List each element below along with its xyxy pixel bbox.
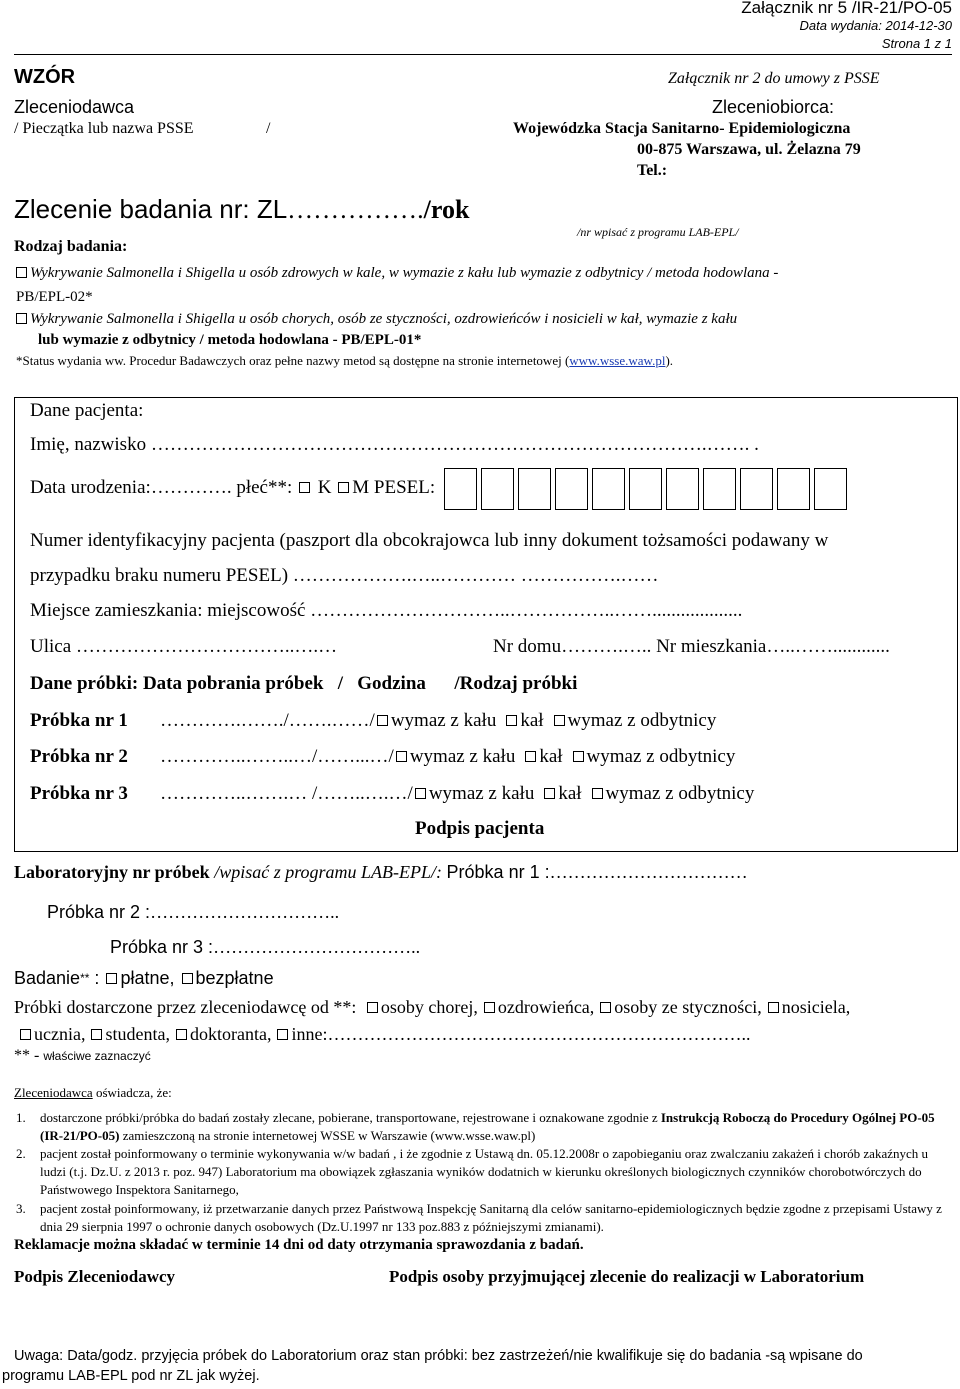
dob-field[interactable]: …………. — [150, 477, 232, 498]
lab-sample-3-field[interactable]: …………………………….. — [213, 937, 421, 957]
samples-heading: Dane próbki: Data pobrania próbek / Godzina /Rodzaj próbki — [30, 673, 578, 694]
item-number: 2. — [16, 1146, 26, 1161]
dob-label: Data urodzenia: — [30, 477, 151, 498]
id-line-2 — [30, 565, 659, 587]
client-stamp-slash: / — [266, 120, 271, 137]
status-note — [16, 353, 673, 369]
sample-label: Próbka nr 2 — [30, 746, 128, 767]
sample-row — [30, 783, 762, 805]
delivered-option-label: studenta, — [105, 1024, 170, 1044]
lab-row-3 — [110, 937, 420, 958]
delivered-checkbox-icon[interactable] — [484, 1002, 495, 1013]
pesel-digit-box[interactable] — [814, 468, 847, 510]
lab-sample-2-field[interactable]: ………………………….. — [150, 902, 340, 922]
client-signature: Podpis Zleceniodawcy — [14, 1267, 176, 1286]
sample-type-label: wymaz z kału — [409, 746, 516, 767]
pesel-digit-box[interactable] — [703, 468, 736, 510]
pesel-digit-box[interactable] — [481, 468, 514, 510]
delivered-checkbox-icon[interactable] — [91, 1029, 102, 1040]
contractor-tel: Tel.: — [637, 162, 668, 179]
sex-k-checkbox-icon[interactable] — [299, 482, 310, 493]
sample-label: Próbka nr 1 — [30, 710, 128, 731]
pesel-digit-box[interactable] — [666, 468, 699, 510]
house-label: Nr domu — [493, 636, 562, 657]
sample-type-label: kał — [558, 783, 582, 804]
id-line-1: Numer identyfikacyjny pacjenta (paszport dla obcokrajowca lub inny dokument tożsamości podawany w — [30, 530, 829, 551]
sample-type-checkbox-icon[interactable] — [592, 788, 603, 799]
test-option-2-text: Wykrywanie Salmonella i Shigella u osób chorych, osób ze styczności, ozdrowieńców i nosicieli w kał, wymazie z kału — [30, 311, 738, 327]
declaration-rest: oświadcza, że: — [92, 1085, 172, 1100]
sample-type-checkbox-icon[interactable] — [525, 751, 536, 762]
sample-type-checkbox-icon[interactable] — [573, 751, 584, 762]
order-year: /rok — [423, 195, 470, 224]
delivered-option-label: ucznia, — [34, 1024, 86, 1044]
delivered-checkbox-icon[interactable] — [367, 1002, 378, 1013]
sample-type-label: wymaz z kału — [428, 783, 535, 804]
delivered-option-label: ozdrowieńca, — [497, 997, 595, 1017]
street-row — [30, 636, 337, 658]
payment-stars: ** — [80, 971, 90, 985]
pesel-digit-box[interactable] — [518, 468, 551, 510]
patient-name-row — [30, 434, 759, 456]
delivered-option-label: osoby chorej, — [380, 997, 478, 1017]
sex-k-label: K — [317, 477, 332, 498]
delivered-option-label: nosiciela, — [781, 997, 851, 1017]
wzor-label: WZÓR — [14, 66, 76, 88]
patient-dob-row — [30, 466, 851, 510]
contractor-address: 00-875 Warszawa, ul. Żelazna 79 — [637, 141, 861, 158]
contract-attachment: Załącznik nr 2 do umowy z PSSE — [668, 70, 880, 87]
delivered-checkbox-icon[interactable] — [176, 1029, 187, 1040]
checkbox-icon[interactable] — [16, 267, 27, 278]
sample-type-label: wymaz z odbytnicy — [567, 710, 717, 731]
sample-date-time-field[interactable]: ………….……./…….……/ — [160, 710, 375, 731]
sample-date-time-field[interactable]: …………..……..…/……...…/ — [160, 746, 394, 767]
delivered-option-label: osoby ze styczności, — [614, 997, 762, 1017]
item-1-text-b: Instrukcją Roboczą do Procedury Ogólnej PO-05 (IR-21/PO-05) — [40, 1110, 935, 1143]
flat-label: Nr mieszkania — [656, 636, 767, 657]
lab-label-note: /wpisać z programu LAB-EPL/: — [214, 862, 443, 882]
other-label: inne: — [291, 1024, 328, 1044]
patient-name-field[interactable]: …………………………………………………………………………….……. . — [150, 434, 759, 455]
note-mark — [14, 1047, 151, 1065]
residence-field[interactable]: …………………………..……………..……................... — [310, 600, 743, 621]
house-row — [493, 636, 890, 658]
id-field[interactable]: ……………….…..………… …………….…… — [292, 565, 659, 586]
free-label: bezpłatne — [195, 968, 274, 988]
lab-row-2 — [47, 902, 339, 923]
id-label: przypadku braku numeru PESEL) — [30, 565, 289, 586]
lab-sample-1-field[interactable]: …………………………… — [549, 862, 748, 882]
test-option-1-method: PB/EPL-02* — [16, 289, 93, 305]
contractor-name: Wojewódzka Stacja Sanitarno- Epidemiologiczna — [513, 120, 851, 137]
street-field[interactable]: ……………………………..….… — [75, 636, 338, 657]
payment-row — [14, 968, 274, 989]
sample-type-label: wymaz z kału — [390, 710, 497, 731]
sample-date-time-field[interactable]: …………..…….… /……..….…/ — [160, 783, 413, 804]
sample-type-label: wymaz z odbytnicy — [605, 783, 755, 804]
sample-type-checkbox-icon[interactable] — [415, 788, 426, 799]
test-option-2-method: lub wymazie z odbytnicy / metoda hodowlana - PB/EPL-01* — [38, 332, 422, 348]
declaration-who: Zleceniodawca — [14, 1085, 93, 1100]
item-1-text-a: dostarczone próbki/próbka do badań zostały zlecane, pobierane, transportowane, rejestrowane i oznakowane zgodnie z — [40, 1110, 661, 1125]
item-number: 1. — [16, 1110, 26, 1125]
free-checkbox-icon[interactable] — [182, 973, 193, 984]
lab-label: Laboratoryjny nr próbek — [14, 862, 210, 882]
pesel-digit-box[interactable] — [629, 468, 662, 510]
sample-type-checkbox-icon[interactable] — [544, 788, 555, 799]
pesel-boxes[interactable] — [444, 477, 851, 498]
page-number: Strona 1 z 1 — [881, 36, 952, 51]
order-number-field[interactable]: ……………. — [287, 195, 424, 224]
test-option-1[interactable] — [14, 265, 778, 282]
pesel-digit-box[interactable] — [740, 468, 773, 510]
lab-sample-1-label: Próbka nr 1 : — [446, 862, 550, 882]
item-number: 3. — [16, 1201, 26, 1216]
house-field[interactable]: ……….….. — [561, 636, 652, 657]
declaration-item-3 — [16, 1200, 952, 1236]
delivered-checkbox-icon[interactable] — [768, 1002, 779, 1013]
sample-type-checkbox-icon[interactable] — [506, 715, 517, 726]
pesel-digit-box[interactable] — [444, 468, 477, 510]
test-option-2[interactable] — [14, 311, 737, 328]
note-mark-stars: ** - — [14, 1047, 44, 1064]
client-stamp: / Pieczątka lub nazwa PSSE — [14, 120, 194, 137]
header-rule — [14, 54, 952, 55]
residence-label: Miejsce zamieszkania: miejscowość — [30, 600, 306, 621]
order-title-text: Zlecenie badania nr: ZL — [14, 194, 288, 224]
contractor-heading: Zleceniobiorca: — [712, 97, 835, 117]
pesel-digit-box[interactable] — [555, 468, 588, 510]
payment-colon: : — [94, 968, 100, 988]
lab-row-1 — [14, 862, 748, 883]
delivered-option-label: doktoranta, — [189, 1024, 272, 1044]
client-heading: Zleceniodawca — [14, 97, 135, 117]
paid-checkbox-icon[interactable] — [106, 973, 117, 984]
patient-signature: Podpis pacjenta — [415, 818, 545, 839]
footer-line-2: programu LAB-EPL pod nr ZL jak wyżej. — [2, 1368, 260, 1384]
pesel-digit-box[interactable] — [777, 468, 810, 510]
lab-signature: Podpis osoby przyjmującej zlecenie do realizacji w Laboratorium — [389, 1267, 865, 1286]
status-note-text: *Status wydania ww. Procedur Badawczych oraz pełne nazwy metod są dostępne na stronie internetowej ( — [16, 353, 570, 368]
delivered-checkbox-icon[interactable] — [600, 1002, 611, 1013]
status-note-end: ). — [665, 353, 674, 368]
lab-sample-3-label: Próbka nr 3 : — [110, 937, 214, 957]
sample-type-label: kał — [539, 746, 563, 767]
test-option-1-text: Wykrywanie Salmonella i Shigella u osób zdrowych w kale, w wymazie z kału lub wymazie z odbytnicy / metoda hodowlana - — [30, 265, 779, 281]
sample-row — [30, 710, 724, 732]
paid-label: płatne, — [120, 968, 175, 988]
attachment-number: Załącznik nr 5 /IR-21/PO-05 — [741, 0, 952, 17]
test-type-label: Rodzaj badania: — [14, 238, 128, 255]
sample-type-checkbox-icon[interactable] — [377, 715, 388, 726]
complaint-note: Reklamacje można składać w terminie 14 dni od daty otrzymania sprawozdania z badań. — [14, 1237, 584, 1253]
issue-date: Data wydania: 2014-12-30 — [799, 18, 952, 33]
sample-type-label: wymaz z odbytnicy — [586, 746, 736, 767]
flat-field[interactable]: …..……............ — [766, 636, 890, 657]
sample-label: Próbka nr 3 — [30, 783, 128, 804]
patient-name-label: Imię, nazwisko — [30, 434, 147, 455]
residence-row — [30, 600, 742, 622]
order-title — [14, 194, 469, 225]
other-field[interactable]: …………………………………………………………….. — [327, 1024, 751, 1044]
item-2-text: pacjent został poinformowany o terminie wykonywania w/w badań , i że zgodnie z Ustawą dn. 05.12.2008r o zapobieganiu oraz zwalczaniu zakażeń i chorób zakaźnych u ludzi (t.j. Dz.U. z 2013 r. poz. 947) Laboratorium ma obowiązek zgłaszania wyników dodatnich w kierunku określonych biologicznych czynników chorobotwórczych do Państwowego Inspektora Sanitarnego, — [40, 1146, 929, 1197]
delivered-checkbox-icon[interactable] — [20, 1029, 31, 1040]
lab-sample-2-label: Próbka nr 2 : — [47, 902, 151, 922]
item-1-text-c: zamieszczoną na stronie internetowej WSSE w Warszawie (www.wsse.waw.pl) — [119, 1128, 536, 1143]
sample-type-checkbox-icon[interactable] — [554, 715, 565, 726]
declaration-heading — [14, 1085, 172, 1101]
sample-type-checkbox-icon[interactable] — [396, 751, 407, 762]
delivered-row-2 — [14, 1024, 750, 1045]
sample-type-label: kał — [520, 710, 544, 731]
declaration-item-2 — [16, 1145, 952, 1199]
sex-m-label: M — [352, 477, 370, 498]
note-mark-text: właściwe zaznaczyć — [43, 1049, 151, 1063]
declaration-item-1 — [16, 1109, 952, 1145]
footer-line-1: Uwaga: Data/godz. przyjęcia próbek do Laboratorium oraz stan próbki: bez zastrzeżeń/nie kwalifikuje się do badania -są wpisane do — [14, 1348, 863, 1364]
payment-label: Badanie — [14, 968, 81, 988]
checkbox-icon[interactable] — [16, 313, 27, 324]
sex-label: płeć**: — [236, 477, 293, 498]
delivered-label: Próbki dostarczone przez zleceniodawcę od **: — [14, 997, 357, 1017]
other-checkbox-icon[interactable] — [277, 1029, 288, 1040]
sex-m-checkbox-icon[interactable] — [338, 482, 349, 493]
pesel-label: PESEL: — [373, 477, 436, 498]
sample-row — [30, 746, 743, 768]
order-note: /nr wpisać z programu LAB-EPL/ — [577, 225, 739, 239]
delivered-row-1 — [14, 997, 850, 1018]
pesel-digit-box[interactable] — [592, 468, 625, 510]
item-3-text: pacjent został poinformowany, iż przetwarzanie danych przez Państwową Inspekcję Sanitarną dla celów sanitarno-epidemiologicznych będzie zgodne z przepisami Ustawy z dnia 29 sierpnia 1997 o ochronie danych osobowych (Dz.U.1997 nr 133 poz.883 z późniejszymi zmianami). — [40, 1201, 942, 1234]
street-label: Ulica — [30, 636, 72, 657]
wsse-link[interactable]: www.wsse.waw.pl — [569, 353, 666, 368]
patient-heading: Dane pacjenta: — [30, 400, 144, 421]
